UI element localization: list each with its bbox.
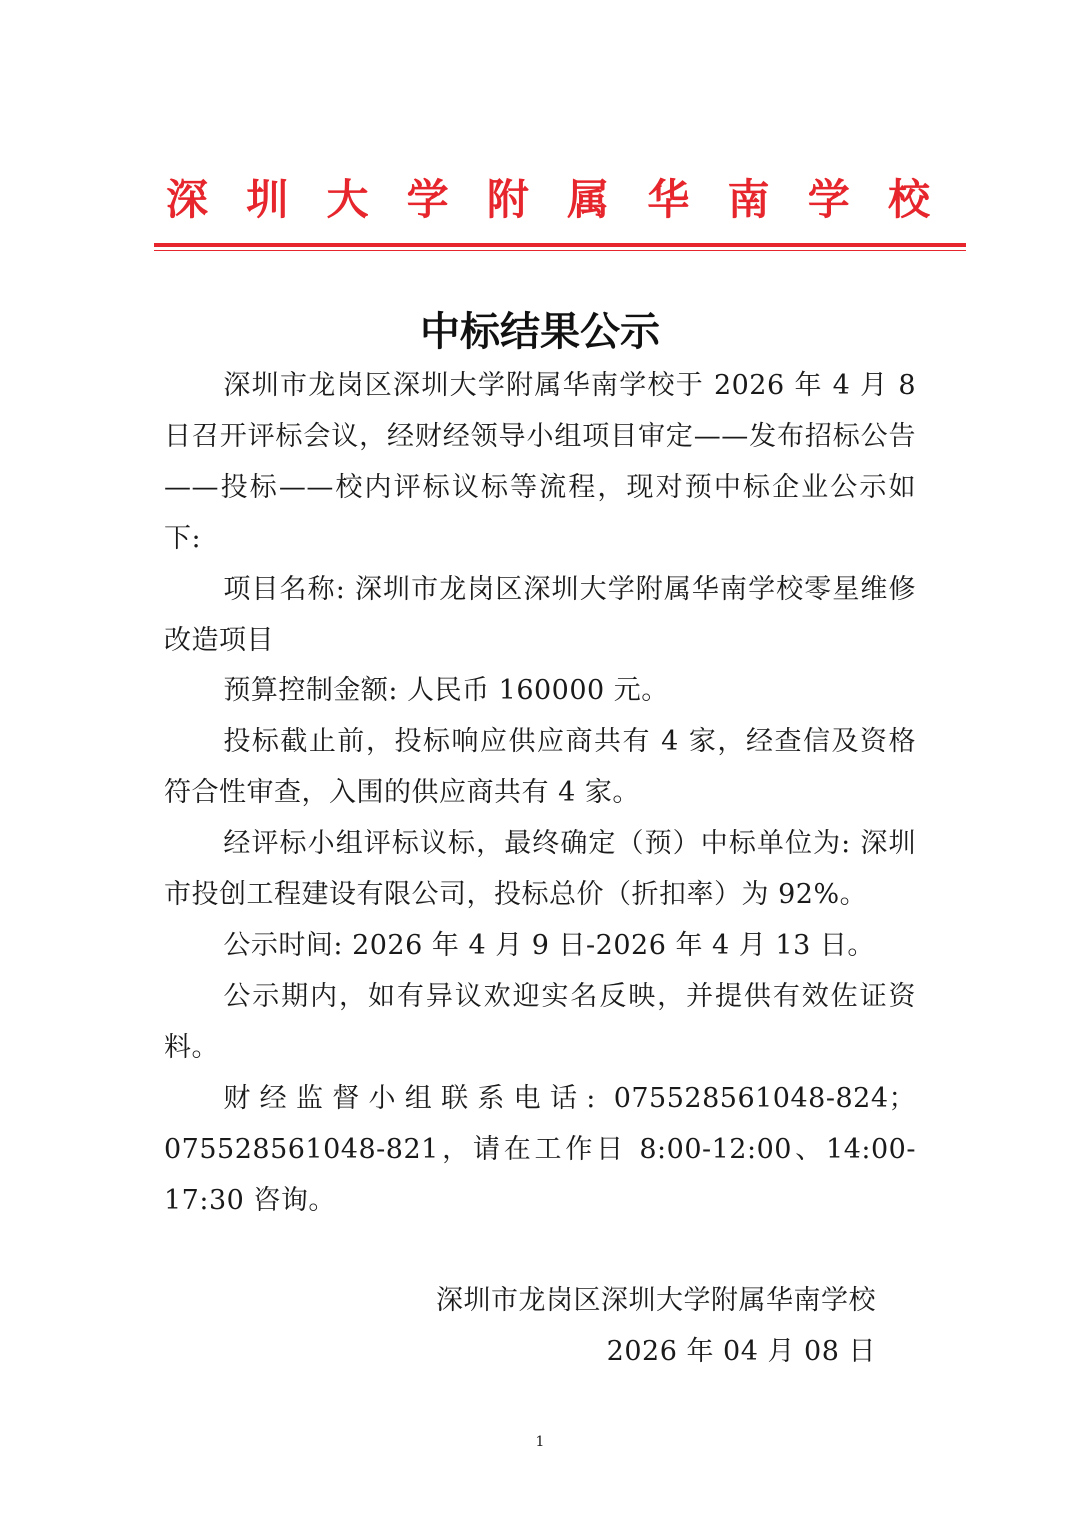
letterhead-char: 深 [166, 175, 209, 224]
paragraph-intro: 深圳市龙岗区深圳大学附属华南学校于 2026 年 4 月 8 日召开评标会议，经财经领导小组项目审定——发布招标公告——投标——校内评标议标等流程，现对预中标企业公示如下: [164, 370, 916, 554]
letterhead-char: 圳 [246, 175, 289, 224]
page-number: 1 [535, 1434, 545, 1450]
paragraph-objections: 公示期内，如有异议欢迎实名反映，并提供有效佐证资料。 [164, 980, 916, 1063]
document-body [164, 361, 916, 1226]
paragraph-publicity-period: 公示时间: 2026 年 4 月 9 日-2026 年 4 月 13 日。 [223, 929, 875, 961]
letterhead-char: 华 [647, 175, 690, 224]
letterhead-school-name [154, 170, 966, 230]
letterhead-char: 附 [486, 175, 529, 224]
letterhead-char: 南 [727, 175, 770, 224]
paragraph-project-name: 项目名称: 深圳市龙岗区深圳大学附属华南学校零星维修改造项目 [164, 573, 916, 656]
letterhead-char: 学 [807, 175, 850, 224]
letterhead-char: 学 [406, 175, 449, 224]
letterhead-divider-thin [154, 250, 966, 251]
paragraph-winner: 经评标小组评标议标，最终确定（预）中标单位为: 深圳市投创工程建设有限公司，投标总价（折扣率）为 92%。 [164, 828, 916, 911]
document-title: 中标结果公示 [420, 309, 660, 355]
letterhead-divider-thick [154, 243, 966, 247]
signature-block [436, 1275, 876, 1377]
letterhead-char: 属 [567, 175, 610, 224]
paragraph-budget: 预算控制金额: 人民币 160000 元。 [223, 675, 669, 707]
signature-organization: 深圳市龙岗区深圳大学附属华南学校 [436, 1285, 876, 1316]
paragraph-contact: 财经监督小组联系电话: 075528561048-824；075528561048-821，请在工作日 8:00-12:00、14:00-17:30 咨询。 [164, 1082, 916, 1216]
letterhead-char: 校 [887, 175, 930, 224]
letterhead-char: 大 [326, 175, 369, 224]
paragraph-suppliers: 投标截止前，投标响应供应商共有 4 家，经查信及资格符合性审查，入围的供应商共有 4 家。 [164, 726, 916, 809]
signature-date: 2026 年 04 月 08 日 [606, 1336, 876, 1367]
